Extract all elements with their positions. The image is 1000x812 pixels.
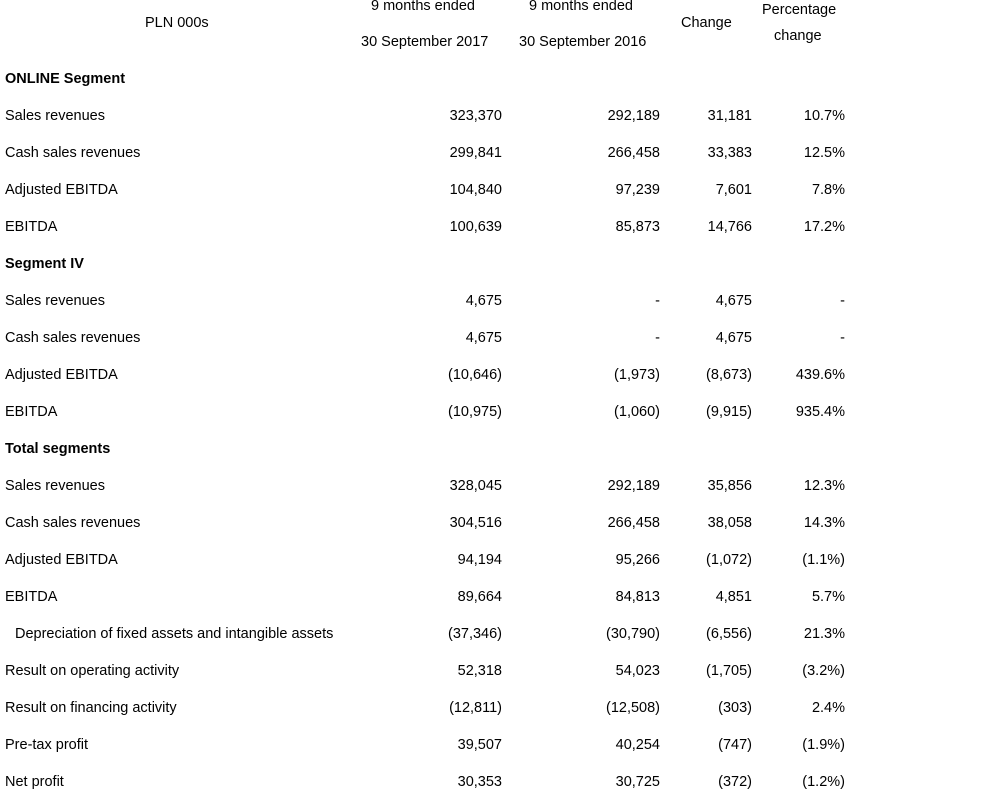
header-col1-line2: 30 September 2017 (361, 34, 489, 50)
row-label: Adjusted EBITDA (5, 182, 118, 198)
table-row (0, 664, 1000, 701)
value-2017: 299,841 (449, 145, 502, 161)
table-row (0, 405, 1000, 442)
value-2016: (30,790) (605, 626, 660, 642)
value-change: 38,058 (707, 515, 752, 531)
value-2016: 266,458 (607, 145, 660, 161)
value-percentage-change: (1.1%) (802, 552, 845, 568)
value-2017: 100,639 (449, 219, 502, 235)
value-change: 35,856 (707, 478, 752, 494)
value-2017: 323,370 (449, 108, 502, 124)
header-col2-line1: 9 months ended (529, 0, 633, 14)
value-change: (8,673) (706, 367, 752, 383)
table-row (0, 220, 1000, 257)
value-2017: 52,318 (457, 663, 502, 679)
value-2016: - (655, 293, 660, 309)
value-2016: (12,508) (605, 700, 660, 716)
value-change: 4,851 (715, 589, 752, 605)
table-row (0, 331, 1000, 368)
value-percentage-change: 5.7% (811, 589, 845, 605)
table-row (0, 590, 1000, 627)
value-percentage-change: - (840, 293, 845, 309)
value-2017: 89,664 (457, 589, 502, 605)
table-row (0, 183, 1000, 220)
value-change: 4,675 (715, 330, 752, 346)
value-change: (1,705) (706, 663, 752, 679)
value-2017: (10,646) (447, 367, 502, 383)
header-col1-line1: 9 months ended (371, 0, 475, 14)
table-row (0, 738, 1000, 775)
row-label: Result on financing activity (5, 700, 177, 716)
section-heading: ONLINE Segment (5, 71, 126, 87)
table-row (0, 553, 1000, 590)
value-change: (747) (718, 737, 752, 753)
row-label: Adjusted EBITDA (5, 552, 118, 568)
row-label: Adjusted EBITDA (5, 367, 118, 383)
value-change: 7,601 (715, 182, 752, 198)
row-label: Sales revenues (5, 478, 105, 494)
value-percentage-change: 2.4% (811, 700, 845, 716)
value-change: 31,181 (707, 108, 752, 124)
table-row-section (0, 442, 1000, 479)
value-percentage-change: (1.2%) (802, 774, 845, 790)
value-percentage-change: 12.3% (803, 478, 845, 494)
row-label: Cash sales revenues (5, 145, 141, 161)
row-label: Pre-tax profit (5, 737, 88, 753)
row-label: EBITDA (5, 589, 58, 605)
value-2017: 4,675 (465, 293, 502, 309)
header-col2-line2: 30 September 2016 (519, 34, 647, 50)
section-heading: Segment IV (5, 256, 84, 272)
value-2017: (37,346) (447, 626, 502, 642)
row-label: Net profit (5, 774, 64, 790)
value-2016: 266,458 (607, 515, 660, 531)
table-row (0, 775, 1000, 812)
header-unit: PLN 000s (145, 15, 209, 31)
table-row (0, 627, 1000, 664)
value-2017: 4,675 (465, 330, 502, 346)
value-2016: 85,873 (615, 219, 660, 235)
header-col4-line2: change (774, 28, 822, 44)
value-2017: 304,516 (449, 515, 502, 531)
value-change: 14,766 (707, 219, 752, 235)
table-row-section (0, 257, 1000, 294)
value-2016: 30,725 (615, 774, 660, 790)
value-2016: 95,266 (615, 552, 660, 568)
value-2017: (12,811) (449, 700, 502, 716)
table-row (0, 701, 1000, 738)
value-percentage-change: - (840, 330, 845, 346)
value-change: 33,383 (707, 145, 752, 161)
header-col4-line1: Percentage (762, 2, 837, 18)
value-change: (6,556) (706, 626, 752, 642)
value-2016: 84,813 (615, 589, 660, 605)
section-heading: Total segments (5, 441, 111, 457)
value-2016: 292,189 (607, 478, 660, 494)
header-col3: Change (681, 15, 732, 31)
value-change: (9,915) (706, 404, 752, 420)
value-2017: 30,353 (457, 774, 502, 790)
value-2016: 40,254 (615, 737, 660, 753)
value-change: 4,675 (715, 293, 752, 309)
table-row (0, 146, 1000, 183)
value-percentage-change: 10.7% (803, 108, 845, 124)
table-row (0, 479, 1000, 516)
row-label: Depreciation of fixed assets and intangible assets (15, 626, 334, 642)
value-percentage-change: 935.4% (795, 404, 845, 420)
value-change: (1,072) (706, 552, 752, 568)
row-label: Sales revenues (5, 293, 105, 309)
value-percentage-change: 21.3% (803, 626, 845, 642)
row-label: Cash sales revenues (5, 515, 141, 531)
value-2017: 104,840 (449, 182, 502, 198)
table-row (0, 109, 1000, 146)
row-label: Sales revenues (5, 108, 105, 124)
value-2016: 97,239 (615, 182, 660, 198)
value-2017: 94,194 (457, 552, 502, 568)
value-2017: 39,507 (457, 737, 502, 753)
table-row (0, 294, 1000, 331)
row-label: EBITDA (5, 219, 58, 235)
value-percentage-change: 7.8% (811, 182, 845, 198)
value-percentage-change: 14.3% (803, 515, 845, 531)
value-percentage-change: 12.5% (803, 145, 845, 161)
row-label: EBITDA (5, 404, 58, 420)
value-percentage-change: 17.2% (803, 219, 845, 235)
value-2017: 328,045 (449, 478, 502, 494)
value-change: (372) (718, 774, 752, 790)
value-percentage-change: (3.2%) (802, 663, 845, 679)
row-label: Result on operating activity (5, 663, 180, 679)
value-2016: (1,973) (614, 367, 660, 383)
row-label: Cash sales revenues (5, 330, 141, 346)
table-row-section (0, 72, 1000, 109)
value-percentage-change: (1.9%) (802, 737, 845, 753)
value-2016: 292,189 (607, 108, 660, 124)
value-2016: (1,060) (614, 404, 660, 420)
value-2016: 54,023 (615, 663, 660, 679)
value-change: (303) (718, 700, 752, 716)
table-row (0, 516, 1000, 553)
value-2017: (10,975) (447, 404, 502, 420)
value-percentage-change: 439.6% (795, 367, 845, 383)
value-2016: - (655, 330, 660, 346)
table-row (0, 368, 1000, 405)
